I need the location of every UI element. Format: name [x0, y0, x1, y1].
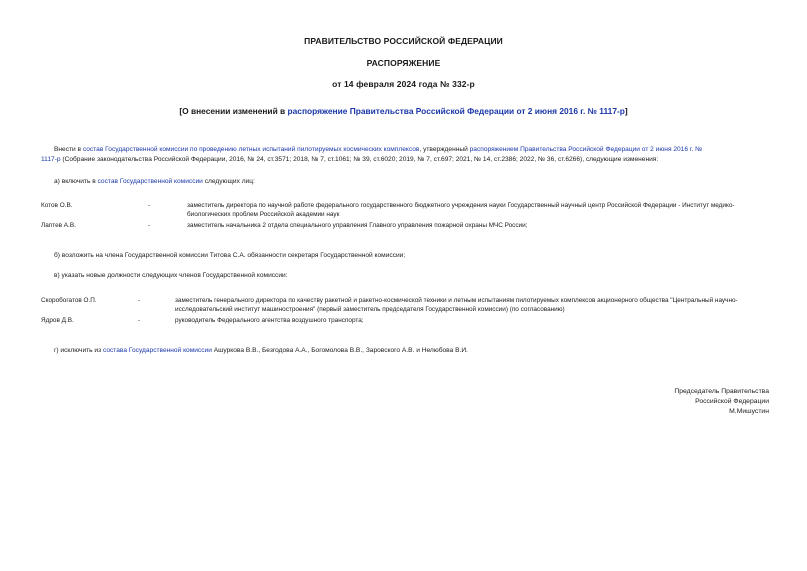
- item-v: в) указать новые должности следующих членов Государственной комиссии:: [54, 272, 288, 279]
- intro-text-1: Внести в: [54, 146, 83, 153]
- item-g-text-1: г) исключить из: [54, 347, 103, 354]
- list-item-name: Ядров Д.В.: [41, 317, 74, 324]
- document-subject: [0, 106, 807, 116]
- signature-title: Председатель Правительства: [674, 388, 769, 395]
- commission-link[interactable]: состав Государственной комиссии по проведению летных испытаний пилотируемых космических комплексов: [82, 146, 420, 153]
- intro-text-3: (Собрание законодательства Российской Федерации, 2016, № 24, ст.3571; 2018, № 7, ст.1061; № 39, ст.6020; 2019, № 7, ст.697; 2021, № 14, ст.2386; 2022, № 36, ст.6266), следующие изменения:: [60, 155, 659, 163]
- list-item-desc: заместитель начальника 2 отдела специального управления Главного управления пожарной охраны МЧС России;: [187, 222, 528, 229]
- doc-type-heading: РАСПОРЯЖЕНИЕ: [366, 58, 441, 68]
- list-item-dash: -: [138, 297, 141, 304]
- signature-country: Российской Федерации: [695, 398, 769, 405]
- list-item-desc: руководитель Федерального агентства воздушного транспорта;: [175, 317, 364, 324]
- intro-text-2: , утвержденный: [419, 146, 470, 153]
- list-item-dash: -: [148, 202, 151, 209]
- item-a-link[interactable]: состав Государственной комиссии: [97, 178, 203, 185]
- item-a: [54, 177, 255, 187]
- list-item-name: Лаптев А.В.: [41, 222, 76, 229]
- government-heading: ПРАВИТЕЛЬСТВО РОССИЙСКОЙ ФЕДЕРАЦИИ: [304, 36, 503, 46]
- order-link-number[interactable]: 1117-р: [41, 155, 61, 163]
- subject-open: [О внесении изменений в: [179, 106, 288, 116]
- list-item-dash: -: [138, 317, 141, 324]
- item-g-link[interactable]: состава Государственной комиссии: [102, 347, 212, 354]
- subject-link[interactable]: распоряжение Правительства Российской Федерации от 2 июня 2016 г. № 1117-р: [287, 106, 625, 116]
- signature-block: [569, 387, 769, 417]
- order-link[interactable]: распоряжением Правительства Российской Федерации от 2 июня 2016 г. №: [469, 146, 703, 153]
- date-number: от 14 февраля 2024 года № 332-р: [332, 79, 475, 89]
- item-g-text-2: Ашуркова В.В., Безгодова А.А., Богомолова В.В., Заровского А.В. и Нелюбова В.И.: [211, 347, 468, 354]
- item-a-text-2: следующих лиц:: [202, 178, 255, 185]
- intro-paragraph: [41, 145, 769, 164]
- list-item-desc: заместитель директора по научной работе федерального государственного бюджетного учреждения науки Государственный научный центр Российской Федерации - Институт медико-биологических проблем Российской академии наук: [187, 202, 735, 218]
- item-b: б) возложить на члена Государственной комиссии Титова С.А. обязанности секретаря Государственной комиссии;: [54, 252, 406, 259]
- list-item-name: Котов О.В.: [41, 202, 73, 209]
- list-item-dash: -: [148, 222, 151, 229]
- item-a-text-1: а) включить в: [54, 178, 98, 185]
- list-item-desc: заместитель генерального директора по качеству ракетной и ракетно-космической техники и летным испытаниям пилотируемых комплексов акционерного общества "Центральный научно-исследовательский институт машиностроения" (первый заместитель председателя Государственной комиссии) (по согласованию): [175, 297, 738, 313]
- list-item-name: Скоробогатов О.П.: [41, 297, 97, 304]
- signature-name: М.Мишустин: [729, 408, 769, 415]
- item-g: [54, 346, 468, 356]
- subject-close: ]: [624, 106, 628, 116]
